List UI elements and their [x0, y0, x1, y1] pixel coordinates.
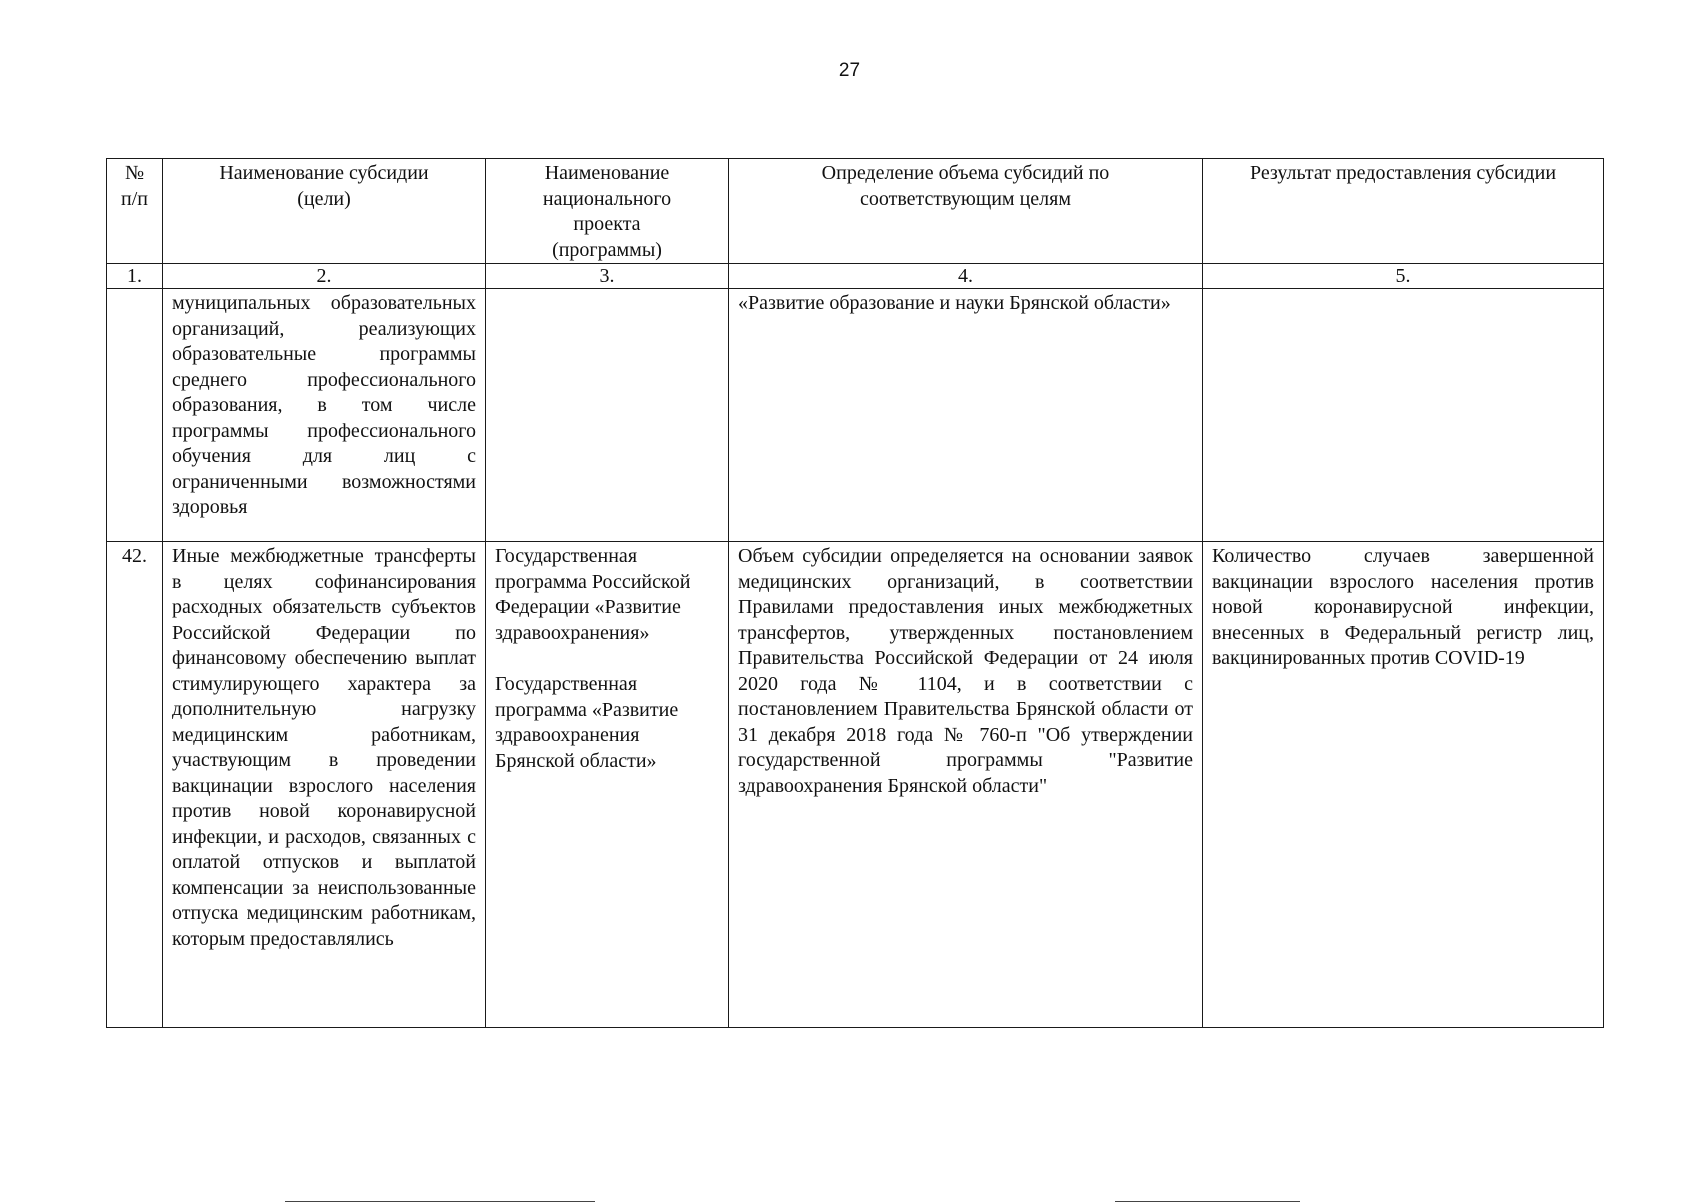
- header-volume-definition: Определение объема субсидий по соответствующим целям: [729, 159, 1203, 264]
- column-number: 2.: [163, 264, 486, 289]
- project-federal: Государственная программа Российской Федерации «Развитие здравоохранения»: [495, 545, 691, 644]
- header-number: № п/п: [107, 159, 163, 264]
- column-number: 5.: [1203, 264, 1604, 289]
- column-number: 4.: [729, 264, 1203, 289]
- row-number: [107, 289, 163, 542]
- column-number: 3.: [486, 264, 729, 289]
- project-cell: [486, 289, 729, 542]
- subsidy-name-cell: Иные межбюджетные трансферты в целях софинансирования расходных обязательств субъектов Российской Федерации по финансовому обеспечению выплат стимулирующего характера за дополнительную нагрузку медицинским работникам, участвующим в проведении вакцинации взрослого населения против новой коронавирусной инфекции, и расходов, связанных с оплатой отпусков и выплатой компенсации за неиспользованные отпуска медицинским работникам, которым предоставлялись: [163, 542, 486, 1028]
- volume-cell: «Развитие образование и науки Брянской области»: [729, 289, 1203, 542]
- column-number-row: [107, 264, 1604, 289]
- project-cell: [486, 542, 729, 1028]
- table-header-row: [107, 159, 1604, 264]
- volume-cell: Объем субсидии определяется на основании заявок медицинских организаций, в соответствии Правилами предоставления иных межбюджетных трансфертов, утвержденных постановлением Правительства Российской Федерации от 24 июля 2020 года № 1104, и в соответствии с постановлением Правительства Брянской области от 31 декабря 2018 года № 760-п "Об утверждении государственной программы "Развитие здравоохранения Брянской области": [729, 542, 1203, 1028]
- header-project-name: Наименование национального проекта (программы): [486, 159, 729, 264]
- subsidy-table: [106, 158, 1604, 1028]
- table-row: [107, 289, 1604, 542]
- project-regional: Государственная программа «Развитие здравоохранения Брянской области»: [495, 673, 679, 772]
- project-spacer: [495, 646, 719, 672]
- result-cell: [1203, 289, 1604, 542]
- header-result: Результат предоставления субсидии: [1203, 159, 1604, 264]
- header-subsidy-name: Наименование субсидии (цели): [163, 159, 486, 264]
- result-cell: Количество случаев завершенной вакцинации взрослого населения против новой коронавирусной инфекции, внесенных в Федеральный регистр лиц, вакцинированных против COVID-19: [1203, 542, 1604, 1028]
- page-number: 27: [838, 60, 861, 81]
- row-number: 42.: [107, 542, 163, 1028]
- table-row: [107, 542, 1604, 1028]
- column-number: 1.: [107, 264, 163, 289]
- subsidy-name-cell: муниципальных образовательных организаций, реализующих образовательные программы среднего профессионального образования, в том числе программы профессионального обучения для лиц с ограниченными возможностями здоровья: [163, 289, 486, 542]
